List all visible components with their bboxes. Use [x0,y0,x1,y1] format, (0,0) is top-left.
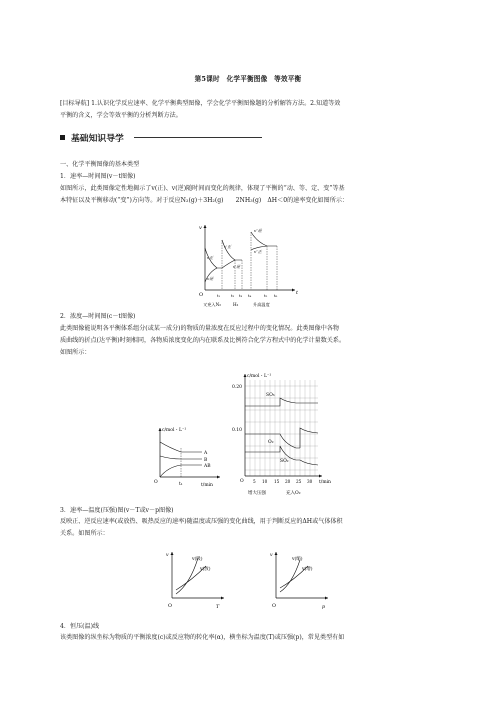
fig1-annotation-h2: H₂ [233,302,239,307]
item2-line3: 如图所示： [60,349,91,357]
item1-title: 1．速率—时间图(v－t图像) [60,173,136,180]
item2-line1: 此类图像能说明各平衡体系组分(或某一成分)的物质的量浓度在反应过程中的变化情况。此类图像中各物 [60,325,339,332]
item3-line1: 反映正、逆反应速率(或放热、吸热反应的速率)随温度或压强的变化曲线，用于判断反应的ΔH或气体体积 [60,518,343,525]
fig2a-origin: O [154,480,158,485]
fig2a-tick-t1: t₁ [179,482,183,487]
heading-rule [134,137,262,138]
item4-title: 4．恒压(温)线 [60,623,100,630]
objectives-block [60,98,438,122]
fig2b-annotation-pressure: 增大压强 [248,491,266,496]
item3-title: 3．速率—温度(压强)图(v－T或v－p图像) [60,507,174,514]
fig2b-xtick-10: 10 [262,479,268,484]
fig2b-series-o2-added [300,428,318,448]
fig3b-xlabel: p [322,605,326,610]
item2-line2: 质曲线的折点(达平衡)时刻相同，各物质浓度变化的内在联系及比例符合化学方程式中的化学计量数关系。 [60,337,346,345]
fig1-tick-t2: t₂ [231,293,235,298]
fig3a-ylabel: v [166,553,169,558]
square-bullet-icon [60,135,65,140]
fig2b-xtick-25: 25 [296,479,302,484]
figure-c-t-simple [150,422,230,492]
objectives-line1: 1.认识化学反应速率、化学平衡典型图像，学会化学平衡图像题的分析解答方法。2.知道等效 [91,100,341,107]
fig1-tick-t3: t₃ [239,293,243,298]
item3-line2: 关系。如图所示： [60,530,109,538]
item4-text [60,632,438,644]
figure-v-T [162,548,232,612]
item1-line1: 如图所示，此类图像定性地揭示了v(正)、v(逆)随时间而变化的规律，体现了平衡的“动、等、定、变”等基 [60,185,345,192]
fig2b-xtick-15: 15 [274,479,280,484]
item1-line2: 本特征以及平衡移动(“变”)方向等。对于反应N₂(g)＋3H₂(g) 2NH₃(g) ΔH＜0的速率变化如图所示： [60,197,349,205]
figure-c-t-grid [230,370,340,500]
fig2b-label-o2: O₂ [268,440,274,445]
fig3b-ylabel: v [270,553,273,558]
fig2b-label-so2: SO₂ [280,459,289,464]
objectives-line2: 平衡的含义，学会等效平衡的分析判断方法。 [60,112,182,120]
fig3a-label-exo: v(放) [200,567,211,572]
fig1-label-v3-rev: v″逆 [254,228,262,233]
fig1-v2-forward-curve [222,240,242,260]
item2-title: 2．浓度—时间图(c－t图像) [60,313,136,320]
fig1-origin: O [199,292,204,298]
fig2a-label-a: A [204,451,208,456]
fig3a-origin: O [168,604,172,609]
section-heading [60,131,262,144]
fig1-tick-t5: t₅ [264,293,268,298]
fig2a-label-ab: AB [204,464,211,469]
fig2b-ytick-020: 0.20 [232,385,243,390]
fig1-xlabel: t [296,290,299,296]
fig3b-label-increase: v(增) [302,567,313,572]
fig3b-origin: O [272,604,276,609]
item3-text [60,516,438,540]
fig1-label-v-rev: v逆 [207,276,214,281]
figure-v-p [266,548,336,612]
fig1-v3-reverse-curve [251,232,277,246]
fig2b-xtick-30: 30 [307,479,313,484]
fig1-label-v2-rev: v′逆 [233,264,241,269]
fig2b-ylabel: c/mol・L⁻¹ [247,374,272,379]
fig1-annotation-temp: 升高温度 [253,302,270,307]
lesson-title: 第5课时 化学平衡图像 等效平衡 [194,75,302,83]
fig2b-annotation-o2: 充入O₂ [286,491,301,496]
item4-line1: 该类图像的纵坐标为物质的平衡浓度(c)或反应物的转化率(α)，横坐标为温度(T)或压强(p)，常见类型有如 [60,634,345,641]
figure-v-t [195,220,305,308]
fig1-tick-t4: t₄ [248,293,252,298]
objectives-label: [目标导航] [60,100,90,107]
fig1-tick-t6: t₆ [274,293,278,298]
fig2b-ytick-010: 0.10 [232,428,243,433]
fig1-label-v-fwd: v正 [207,255,214,260]
fig2a-xlabel: t/min [201,483,213,488]
fig2b-xtick-5: 5 [253,479,256,484]
fig1-label-v3-fwd: v″正 [254,249,262,254]
fig1-ylabel: v [199,225,202,231]
fig2a-label-b: B [204,458,208,463]
section-heading-text: 基础知识导学 [71,134,124,144]
fig3b-label-shrink: v(缩) [292,557,303,562]
fig2b-origin: O [240,479,244,484]
item1-text [60,183,438,207]
fig3a-xlabel: T [216,605,220,610]
subsection-title: 一、化学平衡图像的基本类型 [60,161,140,168]
fig2a-ylabel: c/mol・L⁻¹ [162,428,187,433]
fig1-annotation-n2: 又充入N₂ [203,302,221,307]
fig2b-xlabel: t/min [319,480,331,485]
fig1-tick-t1: t₁ [217,293,221,298]
item2-text [60,323,438,360]
fig3a-label-endo: v(吸) [192,557,203,562]
fig2b-label-so3: SO₃ [266,393,275,398]
fig2b-xtick-20: 20 [285,479,291,484]
fig1-label-v2-fwd: v′正 [224,244,232,249]
fig2b-series-so3 [245,398,318,406]
